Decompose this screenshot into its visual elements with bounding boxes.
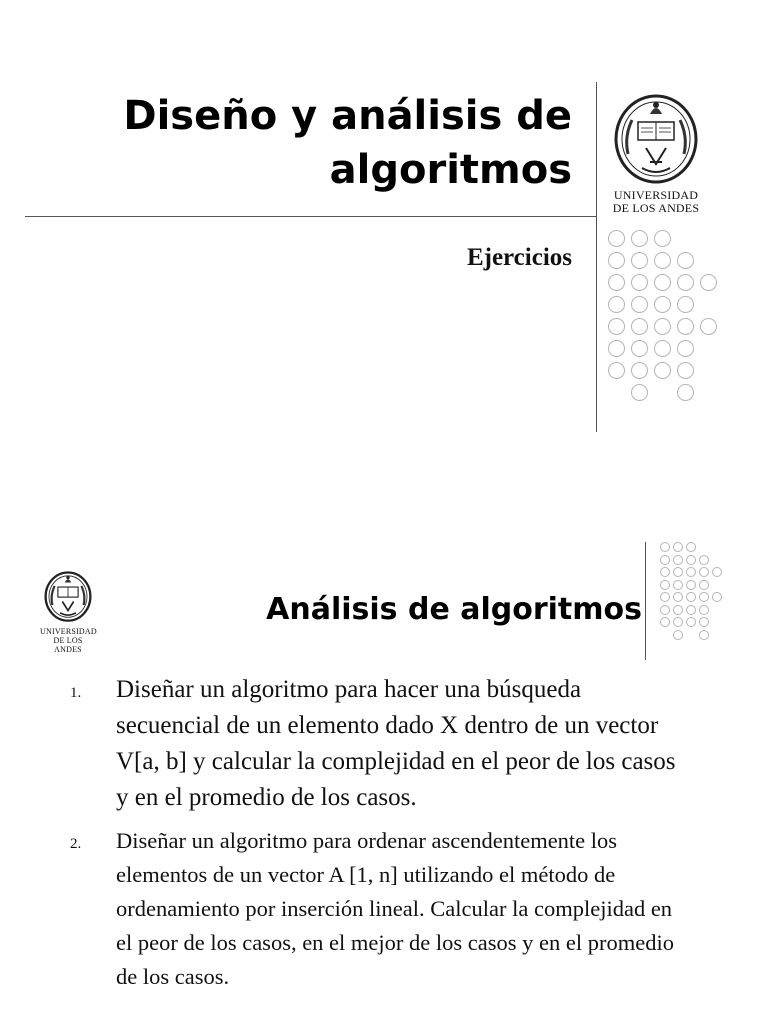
decorative-dot bbox=[699, 605, 709, 615]
decorative-dot bbox=[677, 296, 694, 313]
decorative-dot bbox=[712, 617, 722, 627]
decorative-dot bbox=[700, 296, 717, 313]
decorative-dot bbox=[677, 318, 694, 335]
decorative-dot bbox=[608, 384, 625, 401]
decorative-dot bbox=[699, 542, 709, 552]
decorative-dot bbox=[608, 318, 625, 335]
decorative-dot bbox=[631, 318, 648, 335]
logo-name-line2: DE LOS ANDES bbox=[612, 201, 700, 215]
slide1-subtitle: Ejercicios bbox=[466, 244, 572, 271]
university-logo-small bbox=[40, 570, 100, 654]
decorative-dot bbox=[673, 617, 683, 627]
decorative-dot bbox=[699, 630, 709, 640]
decorative-dot bbox=[686, 605, 696, 615]
university-seal-icon bbox=[40, 570, 96, 622]
decorative-dot bbox=[660, 542, 670, 552]
exercise-list bbox=[70, 672, 690, 1002]
decorative-dot bbox=[677, 252, 694, 269]
decorative-dot bbox=[700, 274, 717, 291]
decorative-dot bbox=[608, 274, 625, 291]
decorative-dot bbox=[673, 630, 683, 640]
decorative-dot bbox=[631, 362, 648, 379]
slide1-title bbox=[12, 89, 572, 197]
decorative-dot bbox=[673, 592, 683, 602]
decorative-dot bbox=[631, 230, 648, 247]
decorative-dot bbox=[686, 592, 696, 602]
decorative-dot bbox=[700, 230, 717, 247]
list-item-text: Diseñar un algoritmo para hacer una búsqueda secuencial de un elemento dado X dentro de un vector V[a, b] y calcular la complejidad en el peor de los casos y en el promedio de los casos. bbox=[116, 676, 676, 811]
decorative-dot bbox=[608, 252, 625, 269]
decorative-dot bbox=[608, 230, 625, 247]
list-item bbox=[70, 824, 690, 994]
slide2-vertical-divider bbox=[645, 542, 646, 660]
decorative-dot bbox=[654, 340, 671, 357]
decorative-dot bbox=[677, 230, 694, 247]
slide1-horizontal-divider bbox=[25, 216, 597, 217]
logo-name-line1: UNIVERSIDAD bbox=[613, 188, 699, 202]
decorative-dot bbox=[677, 384, 694, 401]
decorative-dot bbox=[660, 567, 670, 577]
decorative-dot bbox=[699, 580, 709, 590]
decorative-dot bbox=[608, 296, 625, 313]
slide1-vertical-divider bbox=[596, 82, 597, 432]
decorative-dot bbox=[700, 362, 717, 379]
slide2-title: Análisis de algoritmos bbox=[266, 592, 642, 627]
logo-small-name-line2: DE LOS ANDES bbox=[53, 636, 83, 654]
decorative-dot bbox=[660, 555, 670, 565]
list-item-text: Diseñar un algoritmo para ordenar ascendentemente los elementos de un vector A [1, n] utilizando el método de ordenamiento por inserción lineal. Calcular la complejidad en el peor de los casos, en el mejor de los casos y en el promedio de los casos. bbox=[116, 828, 674, 989]
decorative-dot bbox=[608, 362, 625, 379]
decorative-dot bbox=[699, 617, 709, 627]
decorative-dot bbox=[700, 318, 717, 335]
decorative-dot bbox=[654, 318, 671, 335]
slide1-title-line1: Diseño y análisis de bbox=[123, 93, 572, 139]
decorative-dot bbox=[686, 567, 696, 577]
slide1-title-line2: algoritmos bbox=[329, 147, 572, 193]
decorative-dot bbox=[712, 542, 722, 552]
decorative-dot bbox=[677, 274, 694, 291]
decorative-dot-pattern-small bbox=[660, 542, 722, 640]
decorative-dot bbox=[677, 340, 694, 357]
list-item-number: 2. bbox=[70, 836, 82, 852]
list-item-number: 1. bbox=[70, 685, 82, 701]
logo-small-name-line1: UNIVERSIDAD bbox=[40, 627, 97, 636]
decorative-dot bbox=[712, 580, 722, 590]
decorative-dot bbox=[654, 274, 671, 291]
decorative-dot bbox=[700, 252, 717, 269]
decorative-dot bbox=[660, 592, 670, 602]
decorative-dot bbox=[654, 362, 671, 379]
decorative-dot bbox=[673, 605, 683, 615]
decorative-dot bbox=[700, 340, 717, 357]
decorative-dot bbox=[608, 340, 625, 357]
decorative-dot bbox=[660, 580, 670, 590]
decorative-dot bbox=[654, 230, 671, 247]
decorative-dot bbox=[654, 384, 671, 401]
decorative-dot bbox=[712, 630, 722, 640]
decorative-dot bbox=[686, 630, 696, 640]
decorative-dot bbox=[686, 617, 696, 627]
decorative-dot bbox=[686, 580, 696, 590]
decorative-dot bbox=[673, 555, 683, 565]
decorative-dot bbox=[699, 555, 709, 565]
decorative-dot bbox=[631, 252, 648, 269]
decorative-dot bbox=[686, 555, 696, 565]
decorative-dot-pattern bbox=[608, 230, 717, 401]
university-seal-icon bbox=[606, 92, 706, 184]
list-item bbox=[70, 672, 690, 816]
decorative-dot bbox=[699, 592, 709, 602]
decorative-dot bbox=[700, 384, 717, 401]
decorative-dot bbox=[699, 567, 709, 577]
university-logo bbox=[606, 92, 706, 215]
decorative-dot bbox=[686, 542, 696, 552]
decorative-dot bbox=[631, 274, 648, 291]
decorative-dot bbox=[712, 567, 722, 577]
decorative-dot bbox=[677, 362, 694, 379]
decorative-dot bbox=[673, 542, 683, 552]
decorative-dot bbox=[631, 384, 648, 401]
decorative-dot bbox=[631, 340, 648, 357]
decorative-dot bbox=[673, 580, 683, 590]
decorative-dot bbox=[712, 555, 722, 565]
decorative-dot bbox=[660, 605, 670, 615]
decorative-dot bbox=[660, 617, 670, 627]
decorative-dot bbox=[673, 567, 683, 577]
decorative-dot bbox=[654, 296, 671, 313]
decorative-dot bbox=[631, 296, 648, 313]
decorative-dot bbox=[660, 630, 670, 640]
decorative-dot bbox=[654, 252, 671, 269]
decorative-dot bbox=[712, 592, 722, 602]
decorative-dot bbox=[712, 605, 722, 615]
